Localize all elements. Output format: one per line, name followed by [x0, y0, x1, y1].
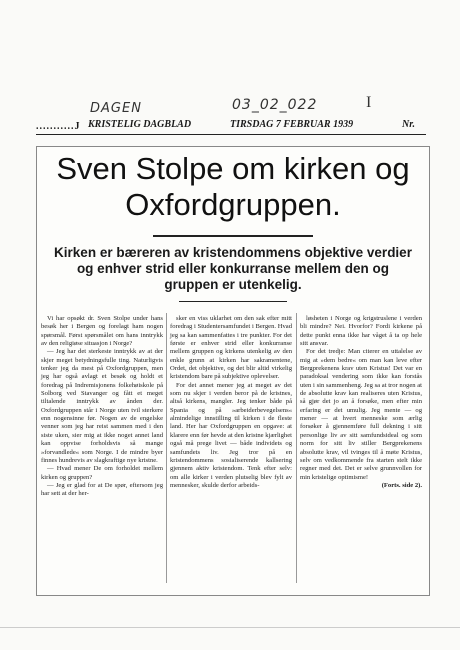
masthead-issue-number: Nr. — [402, 119, 416, 130]
article-subtitle: Kirken er bæreren av kristendommens objektive verdier og enhver strid eller konkurranse mellem den og gruppen er utenkelig. — [54, 245, 412, 292]
continuation-note: (Forts. side 2). — [381, 481, 422, 489]
headline-line-2: Oxfordgruppen. — [125, 187, 341, 222]
article-column-3 — [300, 315, 422, 490]
paragraph: For det annet mener jeg at meget av det som nu skjer i verden beror på de kristnes, altså kirkens, mangler. Jeg tenker både på Spania og på »arbeiderbevegelsens« almindelige innstilling til kirken i de fleste land. Her har Oxfordgruppen en opgave: at klarere enn før hevde at den kristne kjærlighet også må prege livet — både individets og samfundets liv. Jeg tror på en kristendommens sosialiserende kallsering gjennem aktiv kristendom. Tenk efter selv: om alle kirker i verden plutselig blev fylt av mennesker, skulde derfor arbeids- — [170, 381, 292, 489]
subtitle-divider — [179, 301, 287, 302]
paragraph: sker en viss uklarhet om den sak efter mitt foredrag i Studentersamfundet i Bergen. Hvad jeg sa kan sammenfattes i tre punkter. For det første er enhver strid eller konkurranse mellem gruppen og kirkens utenkelig av den enkle grunn at kirken har sakramentene, Ordet, det objektive, og det blir altid virkelig kristendom bare på subjektive oplevelser. — [170, 315, 292, 381]
column-separator — [166, 313, 167, 583]
page-bottom-edge — [0, 627, 460, 628]
paragraph: For det tredje: Man citerer en uttalelse av mig at »dem bedre« om man kan leve efter Bergprekenens krav uten Kristus! Det var en paradoksal vendering som ikke kan forstås uten i sin sammenheng. Jeg sa at tror nogen at de absolutte krav kan realiseres uten Kristus, så gjør det jo an å forsøke, men efter min erfaring er det umulig. Jeg mente — og mener — at hvert menneske som ærlig forsøker å gjennemføre full dekning i sitt personlige liv av sitt samfundsideal og som norm for sitt liv stiller Bergprekenens absolutte krav, vil tvinges til å møte Kristus, selv om vedkommende fra starten stelt ikke regner med det. Det er selve grunnvollen for min kristelige optimisme! — [300, 348, 422, 481]
paragraph: Vi har opsøkt dr. Sven Stolpe under hans besøk her i Bergen og forelagt ham nogen spørsmål. Først spørsmålet om hans inntrykk av den religiøse situasjon i Norge? — [41, 315, 163, 348]
handwritten-paper-name: DAGEN — [90, 101, 142, 116]
handwritten-roman-number: I — [366, 94, 372, 111]
headline-line-1: Sven Stolpe om kirken og — [56, 151, 410, 186]
handwritten-archive-date: 03_02_022 — [232, 97, 318, 113]
paragraph: — Jeg har det sterkeste inntrykk av at der skjer meget betydningsfulle ting. Naturligvis tenker jeg da mest på Oxfordgruppen, men jeg har også avlagt et besøk og holdt et foredrag på Indremisjonens folkehøiskole på Solborg ved Stavanger og fått et meget tiltalende inntrykk av ånden der. Oxfordgruppen står i Norge uten tvil sterkere enn nogensinne før. Nogen av de engelske venner som jeg har reist sammen med i den siste uken, sier mig at ikke noget annet land kan oppvise forholdsvis så mange »forvandlede« som Norge. I de mindre byer finnes hundrevis av slagkraftige nye kristne. — [41, 348, 163, 464]
article-headline — [37, 151, 429, 223]
paragraph: — Hvad mener De om forholdet mellem kirken og gruppen? — [41, 465, 163, 481]
paragraph: løsheten i Norge og krigstruslene i verden bli mindre? Nei. Hvorfor? Fordi kirkene på dette punkt enna ikke har våget å ta op hele sitt ansvar. — [300, 315, 422, 348]
masthead-date: TIRSDAG 7 FEBRUAR 1939 — [230, 119, 354, 130]
newspaper-clipping — [36, 146, 430, 596]
column-separator — [296, 313, 297, 583]
masthead-rule — [36, 134, 426, 135]
headline-divider — [153, 235, 313, 237]
masthead-dots: ...........J — [36, 121, 81, 132]
masthead — [36, 118, 424, 134]
article-column-2 — [170, 315, 292, 490]
article-column-1 — [41, 315, 163, 499]
paragraph: — Jeg er glad for at De spør, eftersom jeg har sett at der her- — [41, 481, 163, 498]
masthead-paper-name: KRISTELIG DAGBLAD — [88, 119, 192, 130]
